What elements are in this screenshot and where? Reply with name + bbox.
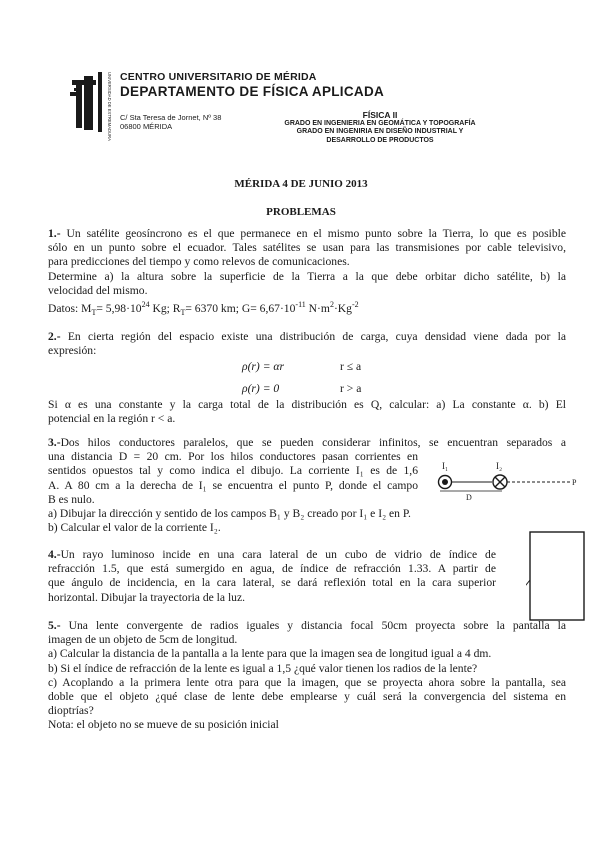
problem-1: [48, 227, 566, 320]
label-d: D: [466, 493, 472, 502]
problem-4-number: 4.-: [48, 548, 61, 561]
problem-4-line4: horizontal. Dibujar la trayectoria de la luz.: [48, 590, 246, 604]
problem-5-line2: imagen de un objeto de 5cm de longitud.: [48, 633, 238, 647]
problem-4-line3: que ángulo de incidencia, en la cara lateral, se dará reflexión total en la cara superior: [48, 576, 496, 590]
problem-3-line6: a) Dibujar la dirección y sentido de los campos B₁ y B₂ creado por I₁ e I₂ en P.: [48, 507, 411, 521]
degree-line1: GRADO EN INGENIERIA EN GEOMÁTICA Y TOPOGRAFÍA: [284, 120, 476, 127]
wires-diagram: [432, 460, 586, 504]
degree-line2: GRADO EN INGENIRIA EN DISEÑO INDUSTRIAL Y: [296, 128, 464, 136]
problem-2-line3: Si α es una constante y la carga total de la distribución es Q, calcular: a) La constante α. b) El: [48, 398, 566, 411]
label-i1: I₁: [442, 461, 449, 471]
problem-5-line6: doble que el objeto ¿qué clase de lente debe emplearse y cuál será la convergencia del sistema en: [48, 690, 566, 704]
problem-1-data: Datos: $M_T= 5,98\cdot 10^{24}$ Kg; $R_T= 6370$ km; $G= 6,67\cdot 10^{-11}$ $N\cdot m^2\cdot Kg^{-2}$: [48, 300, 359, 318]
problem-4-line2: refracción 1.5, que está sumergido en agua, de índice de refracción 1.33. A partir de: [48, 562, 496, 576]
problem-3-line7: b) Calcular el valor de la corriente I₂.: [48, 521, 221, 535]
section-title: PROBLEMAS: [266, 206, 336, 218]
subject-title: FÍSICA II: [362, 110, 398, 120]
cube-outline: [530, 532, 584, 620]
label-p: P: [572, 478, 577, 487]
problem-2: [48, 330, 566, 358]
problem-5-line7: dioptrías?: [48, 704, 94, 718]
degree-line3: DESARROLLO DE PRODUCTOS: [326, 136, 434, 144]
problem-2-line1: 2.- En cierta región del espacio existe una distribución de carga, cuya densidad viene dada por la: [48, 330, 566, 343]
address: [120, 113, 221, 131]
problem-4-line1: 4.-Un rayo luminoso incide en una cara lateral de un cubo de vidrio de índice de: [48, 548, 496, 561]
department-name: DEPARTAMENTO DE FÍSICA APLICADA: [120, 84, 385, 99]
equation-2: ρ(r) = 0: [242, 382, 280, 395]
problem-5: [48, 619, 566, 733]
problem-2-tail: [48, 398, 566, 426]
condition-2: r > a: [340, 382, 362, 395]
glass-cube-diagram: [526, 528, 586, 624]
problem-1-line5: velocidad del mismo.: [48, 283, 148, 297]
problem-1-line3: para predicciones del tiempo y como relevos de comunicaciones.: [48, 255, 350, 269]
problem-1-line2: sólo en un punto sobre el ecuador. Tales satélites se usan para las transmisiones por cable televisivo,: [48, 241, 566, 255]
label-i2: I₂: [496, 461, 503, 471]
address-line2: 06800 MÉRIDA: [120, 122, 173, 131]
problem-5-line8: Nota: el objeto no se mueve de su posición inicial: [48, 718, 279, 732]
wire-1-current-out-icon: [439, 476, 452, 489]
problem-1-line1: 1.- Un satélite geosíncrono es el que permanece en el mismo punto sobre la Tierra, lo que es posible: [48, 227, 566, 240]
logo-text: UNIVERSIDAD DE EXTREMADURA: [107, 72, 112, 141]
problem-3-line3: sentidos opuestos tal y como indica el dibujo. La corriente I₁ es de 1,6: [48, 464, 418, 478]
problem-5-line1: 5.- Una lente convergente de radios iguales y distancia focal 50cm proyecta sobre la pantalla la: [48, 619, 566, 632]
problem-2-line2: expresión:: [48, 344, 97, 358]
equation-1: ρ(r) = αr: [242, 360, 285, 373]
wire-2-current-in-icon: [493, 475, 507, 489]
problem-3-line4: A. A 80 cm a la derecha de I₁ se encuentra el punto P, donde el campo: [48, 478, 418, 492]
problem-3-line2: una distancia D = 20 cm. Por los hilos conductores pasan corrientes en: [48, 450, 418, 464]
problem-5-number: 5.-: [48, 619, 61, 632]
problem-4: [48, 548, 496, 605]
address-line1: C/ Sta Teresa de Jornet, Nº 38: [120, 113, 222, 122]
center-name: CENTRO UNIVERSITARIO DE MÉRIDA: [120, 71, 317, 83]
problem-3-number: 3.-: [48, 436, 61, 449]
condition-1: r ≤ a: [340, 360, 362, 373]
problem-5-line5: c) Acoplando a la primera lente otra para que la imagen, que se proyecta ahora sobre la pantalla, sea: [48, 675, 566, 689]
problem-2-line4: potencial en la región r < a.: [48, 412, 176, 426]
degree-list: [262, 120, 498, 145]
problem-1-number: 1.-: [48, 227, 61, 240]
problem-5-line4: b) Si el índice de refracción de la lente es igual a 1,5 ¿qué valor tienen los radios de la lente?: [48, 661, 478, 675]
problem-2-number: 2.-: [48, 330, 61, 343]
problem-3-line1: 3.-Dos hilos conductores paralelos, que se pueden considerar infinitos, se encuentran separados a: [48, 436, 566, 449]
university-logo: [70, 66, 116, 144]
exam-date: MÉRIDA 4 DE JUNIO 2013: [234, 178, 368, 190]
problem-1-line4: Determine a) la altura sobre la superficie de la Tierra a la que debe orbitar dicho satélite, b) la: [48, 269, 566, 283]
problem-3-line5: B es nulo.: [48, 492, 95, 506]
problem-5-line3: a) Calcular la distancia de la pantalla a la lente para que la imagen sea de longitud igual a 4 dm.: [48, 647, 492, 661]
